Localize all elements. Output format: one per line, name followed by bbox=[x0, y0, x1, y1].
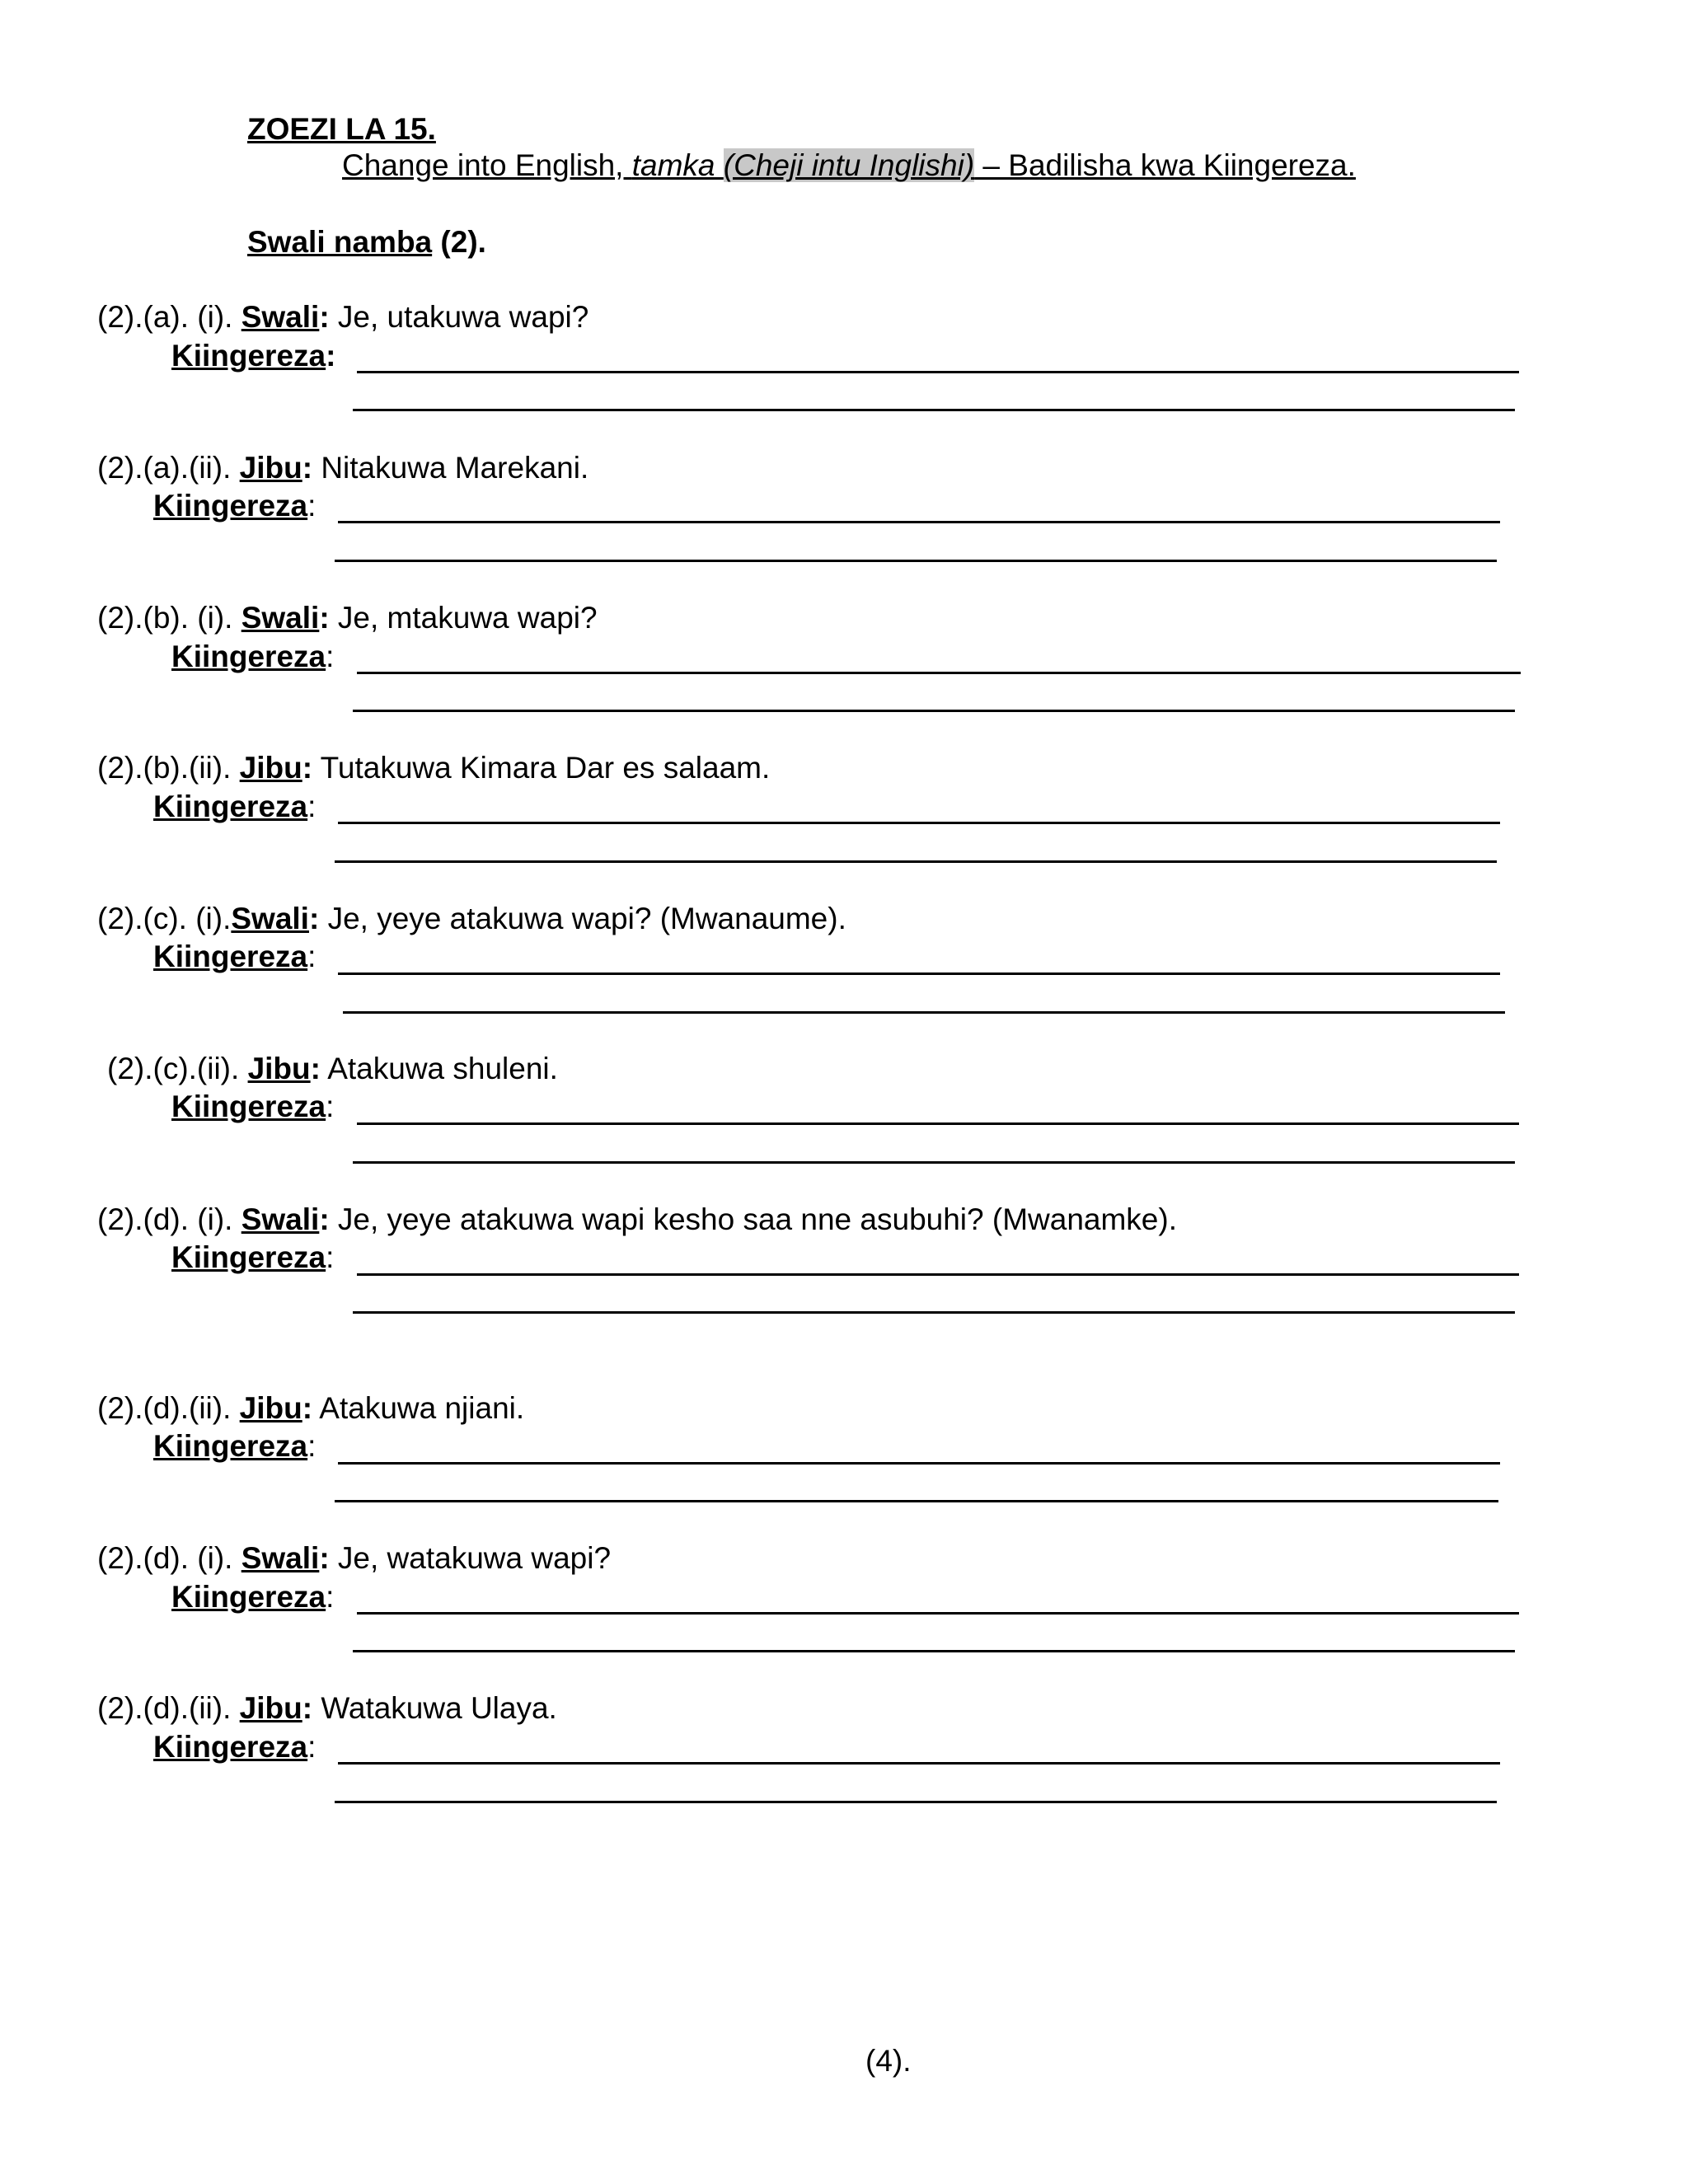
answer-item: (2).(b).(ii). Jibu: Tutakuwa Kimara Dar es salaam. bbox=[97, 751, 771, 785]
instruction-swahili: – Badilisha kwa Kiingereza. bbox=[974, 148, 1356, 182]
item-text: Nitakuwa Marekani. bbox=[312, 451, 589, 485]
answer-line[interactable] bbox=[353, 409, 1515, 411]
answer-label-row: Kiingereza: bbox=[171, 1090, 335, 1123]
answer-item: (2).(a).(ii). Jibu: Nitakuwa Marekani. bbox=[97, 451, 589, 485]
item-text: Je, mtakuwa wapi? bbox=[329, 601, 598, 635]
answer-label: Kiingereza bbox=[171, 1090, 326, 1123]
answer-line[interactable] bbox=[353, 1161, 1515, 1164]
question-item: (2).(d). (i). Swali: Je, yeye atakuwa wapi kesho saa nne asubuhi? (Mwanamke). bbox=[97, 1202, 1177, 1236]
answer-line[interactable] bbox=[353, 1311, 1515, 1314]
item-prefix: (2).(c).(ii). bbox=[107, 1052, 248, 1085]
item-keyword: Jibu bbox=[239, 1691, 302, 1725]
question-number-value: (2). bbox=[432, 225, 486, 259]
question-number-heading bbox=[247, 225, 486, 260]
item-prefix: (2).(c). (i). bbox=[97, 902, 232, 935]
answer-line[interactable] bbox=[353, 1650, 1515, 1652]
instruction-line bbox=[342, 148, 1356, 183]
answer-label-row: Kiingereza: bbox=[153, 489, 316, 523]
answer-line[interactable] bbox=[335, 1500, 1498, 1502]
item-prefix: (2).(b).(ii). bbox=[97, 751, 240, 785]
answer-line[interactable] bbox=[343, 1011, 1505, 1014]
answer-label-row: Kiingereza: bbox=[171, 1580, 335, 1614]
answer-label-row: Kiingereza: bbox=[153, 1730, 316, 1764]
instruction-highlight: (Cheji intu Inglishi) bbox=[723, 148, 975, 182]
item-keyword: Swali bbox=[231, 902, 309, 935]
answer-line[interactable] bbox=[357, 672, 1521, 674]
answer-line[interactable] bbox=[357, 1273, 1519, 1276]
exercise-title: ZOEZI LA 15. bbox=[247, 112, 436, 146]
answer-item: (2).(d).(ii). Jibu: Atakuwa njiani. bbox=[97, 1391, 525, 1425]
answer-label: Kiingereza bbox=[171, 640, 326, 673]
answer-line[interactable] bbox=[338, 972, 1500, 975]
answer-line[interactable] bbox=[338, 822, 1500, 824]
item-text: Atakuwa shuleni. bbox=[320, 1052, 558, 1085]
item-prefix: (2).(b). (i). bbox=[97, 601, 241, 635]
item-text: Je, yeye atakuwa wapi kesho saa nne asubuhi? (Mwanamke). bbox=[329, 1202, 1177, 1236]
answer-line[interactable] bbox=[335, 1801, 1497, 1803]
question-item: (2).(a). (i). Swali: Je, utakuwa wapi? bbox=[97, 300, 589, 334]
answer-line[interactable] bbox=[335, 860, 1497, 863]
answer-label: Kiingereza bbox=[171, 339, 326, 373]
answer-label-row: Kiingereza: bbox=[153, 940, 316, 973]
answer-label-row: Kiingereza: bbox=[171, 640, 335, 673]
item-text: Je, watakuwa wapi? bbox=[329, 1541, 612, 1575]
answer-line[interactable] bbox=[335, 560, 1497, 562]
item-prefix: (2).(d).(ii). bbox=[97, 1391, 240, 1425]
item-prefix: (2).(a).(ii). bbox=[97, 451, 240, 485]
page-number: (4). bbox=[865, 2044, 912, 2078]
answer-label: Kiingereza bbox=[153, 1429, 308, 1463]
answer-label: Kiingereza bbox=[171, 1240, 326, 1274]
item-prefix: (2).(d). (i). bbox=[97, 1541, 241, 1575]
question-item: (2).(b). (i). Swali: Je, mtakuwa wapi? bbox=[97, 601, 598, 635]
item-keyword: Swali bbox=[241, 300, 320, 334]
answer-label: Kiingereza bbox=[153, 1730, 308, 1764]
answer-label-row: Kiingereza: bbox=[153, 1429, 316, 1463]
answer-line[interactable] bbox=[338, 1762, 1500, 1765]
answer-label: Kiingereza bbox=[153, 940, 308, 973]
item-keyword: Jibu bbox=[239, 1391, 302, 1425]
item-keyword: Swali bbox=[241, 1541, 320, 1575]
answer-label: Kiingereza bbox=[153, 489, 308, 523]
answer-label-row: Kiingereza: bbox=[171, 339, 336, 373]
item-keyword: Swali bbox=[241, 601, 320, 635]
item-keyword: Jibu bbox=[239, 751, 302, 785]
item-text: Tutakuwa Kimara Dar es salaam. bbox=[312, 751, 771, 785]
item-text: Je, utakuwa wapi? bbox=[329, 300, 589, 334]
answer-item: (2).(d).(ii). Jibu: Watakuwa Ulaya. bbox=[97, 1691, 557, 1725]
answer-line[interactable] bbox=[338, 1462, 1500, 1465]
answer-label: Kiingereza bbox=[153, 790, 308, 823]
item-keyword: Jibu bbox=[247, 1052, 311, 1085]
question-item: (2).(d). (i). Swali: Je, watakuwa wapi? bbox=[97, 1541, 612, 1575]
item-text: Atakuwa njiani. bbox=[312, 1391, 525, 1425]
question-number-label: Swali namba bbox=[247, 225, 433, 259]
answer-line[interactable] bbox=[357, 1122, 1519, 1125]
item-text: Watakuwa Ulaya. bbox=[312, 1691, 557, 1725]
item-keyword: Jibu bbox=[239, 451, 302, 485]
answer-line[interactable] bbox=[357, 1612, 1519, 1615]
answer-label-row: Kiingereza: bbox=[153, 790, 316, 823]
answer-label: Kiingereza bbox=[171, 1580, 326, 1614]
answer-line[interactable] bbox=[353, 710, 1515, 712]
item-prefix: (2).(d). (i). bbox=[97, 1202, 241, 1236]
item-text: Je, yeye atakuwa wapi? (Mwanaume). bbox=[319, 902, 846, 935]
answer-line[interactable] bbox=[338, 521, 1500, 523]
instruction-italic-word: tamka bbox=[631, 148, 715, 182]
answer-label-row: Kiingereza: bbox=[171, 1240, 335, 1274]
answer-line[interactable] bbox=[357, 371, 1519, 373]
item-keyword: Swali bbox=[241, 1202, 320, 1236]
item-prefix: (2).(a). (i). bbox=[97, 300, 241, 334]
question-item: (2).(c). (i).Swali: Je, yeye atakuwa wapi? (Mwanaume). bbox=[97, 902, 846, 935]
item-prefix: (2).(d).(ii). bbox=[97, 1691, 240, 1725]
instruction-text: Change into English, bbox=[342, 148, 632, 182]
answer-item: (2).(c).(ii). Jibu: Atakuwa shuleni. bbox=[107, 1052, 558, 1085]
